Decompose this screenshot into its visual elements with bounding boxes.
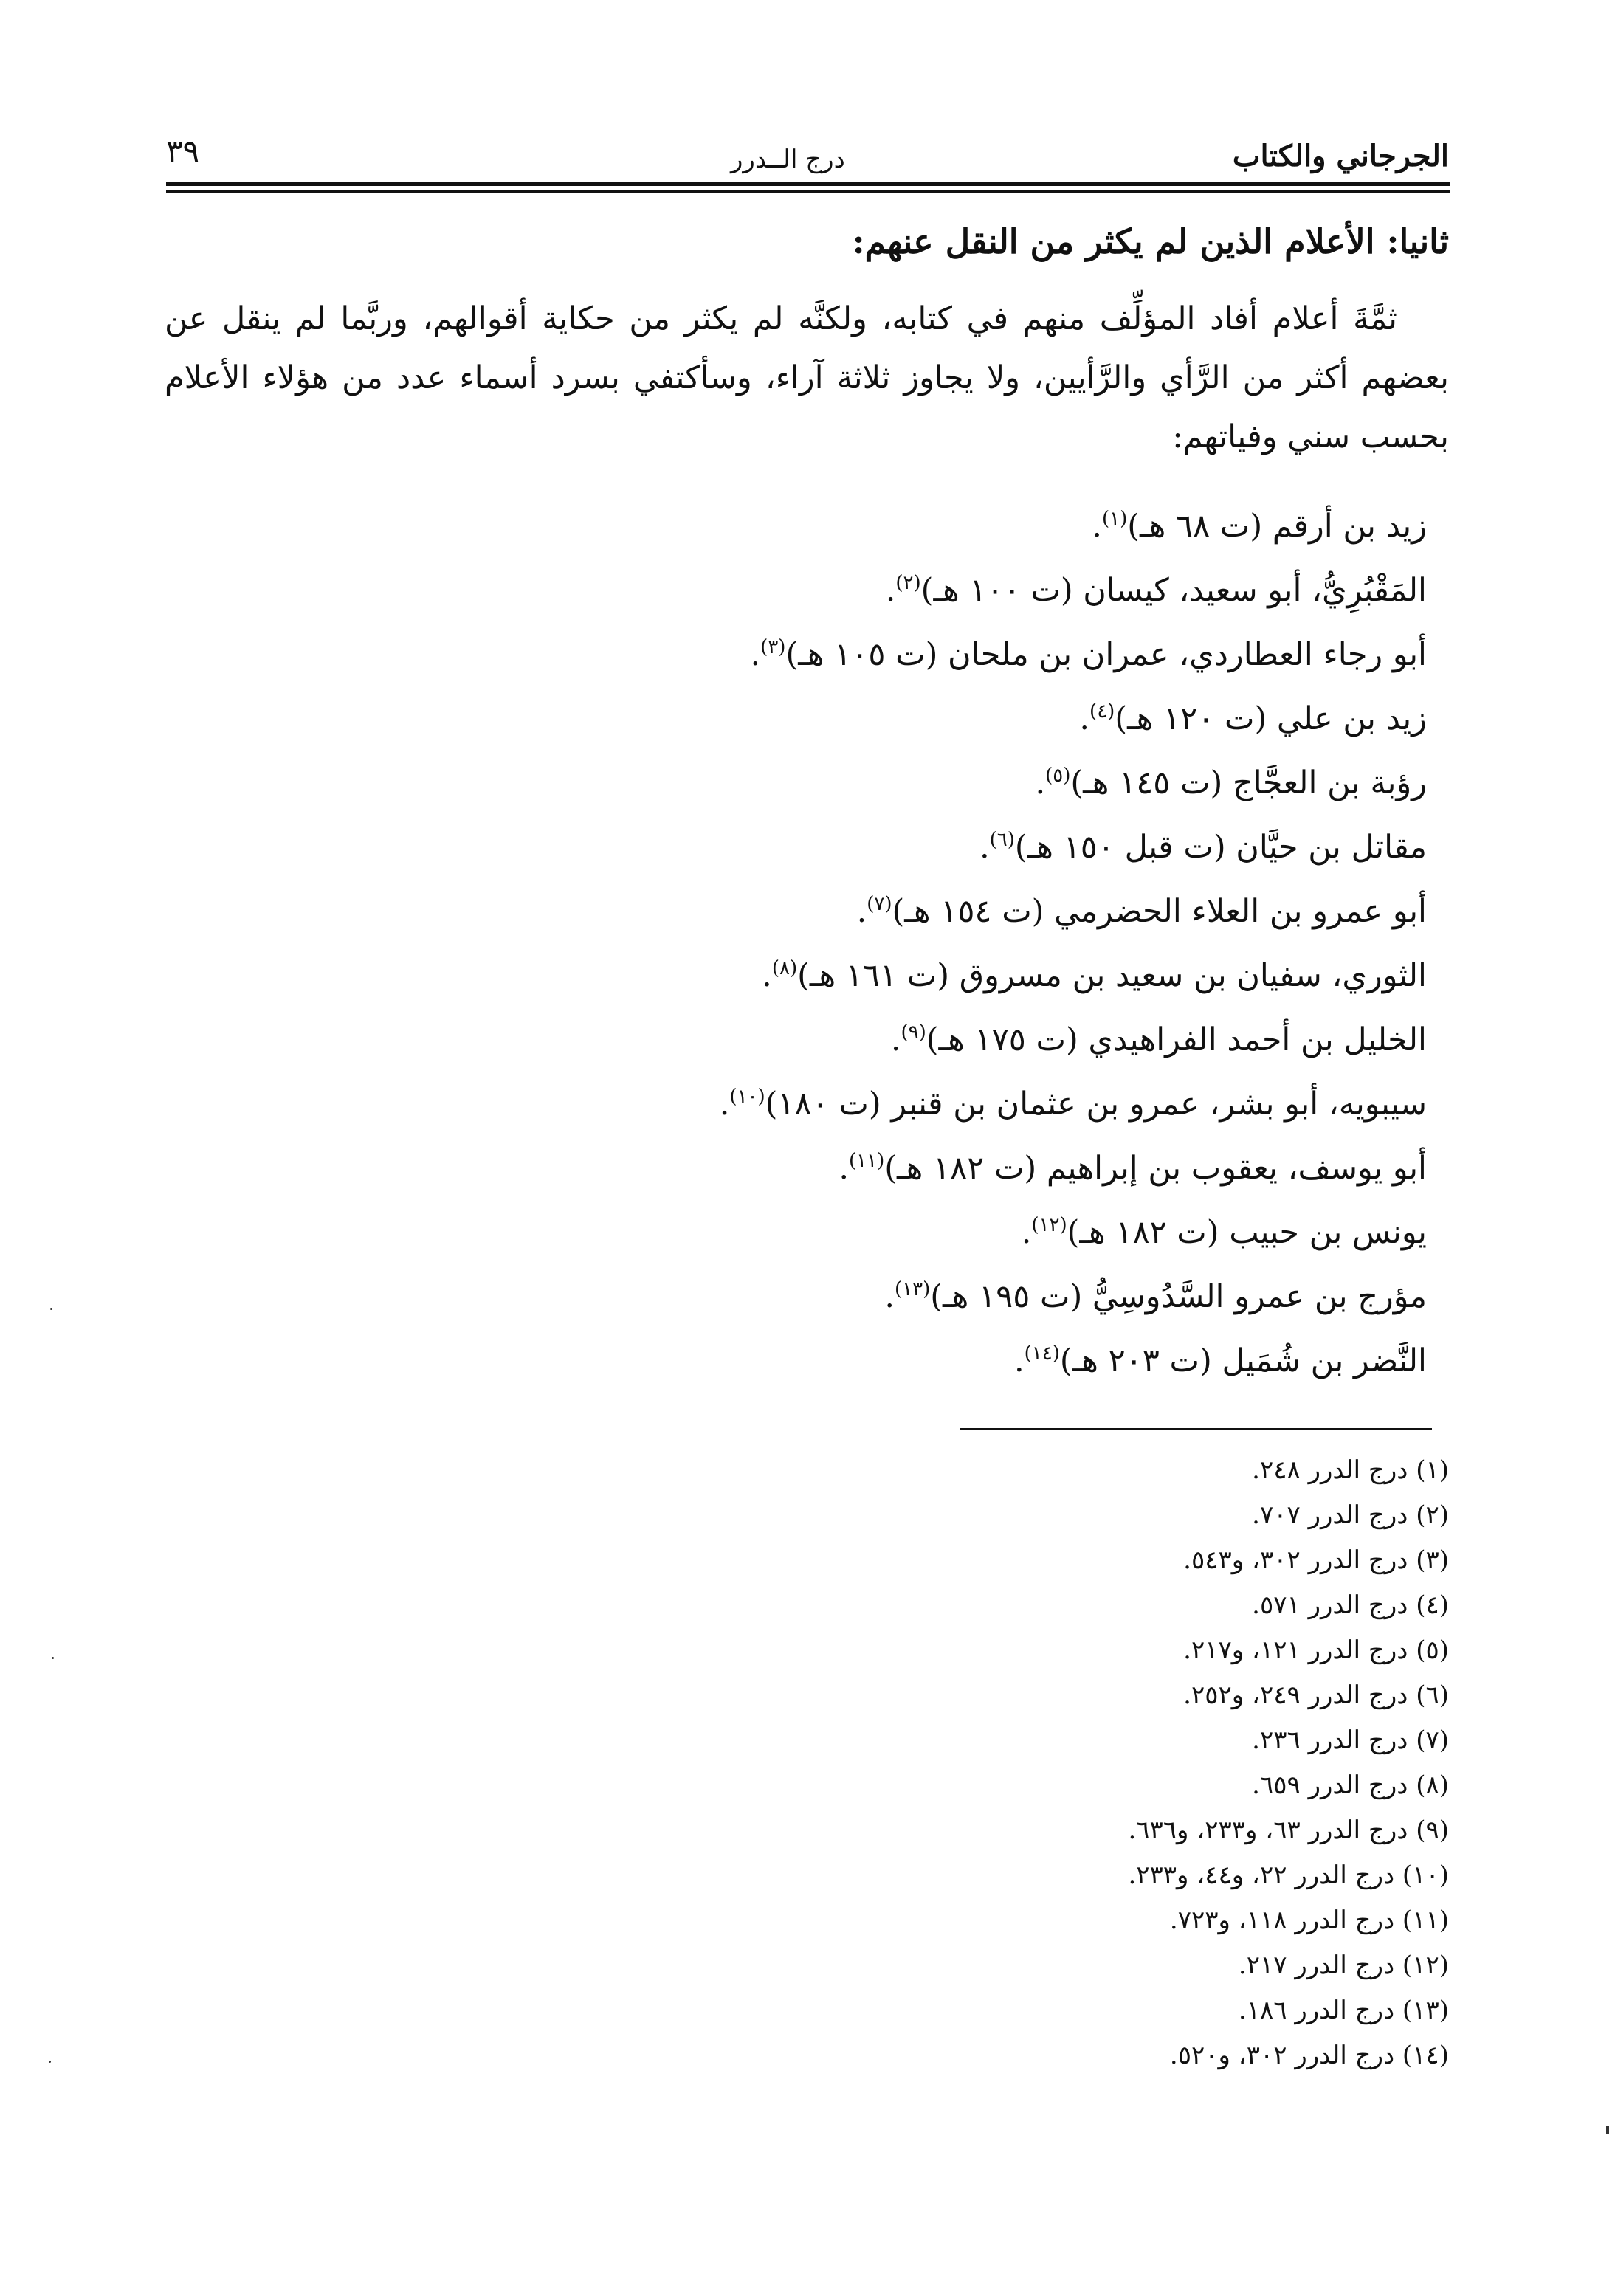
scholar-name: الثوري، سفيان بن سعيد بن مسروق (ت ١٦١ هـ)	[797, 957, 1427, 994]
header-rule-thin	[166, 190, 1450, 193]
footnote-ref: (٣)	[760, 636, 786, 658]
scholar-name: أبو رجاء العطاردي، عمران بن ملحان (ت ١٠٥ هـ)	[785, 636, 1427, 673]
footnote-ref: (١)	[1101, 508, 1128, 530]
footnote: (٩) درج الدرر ٦٣، و٢٣٣، و٦٣٦.	[1128, 1816, 1449, 1845]
footnote-ref: (١٢)	[1031, 1214, 1067, 1236]
scholar-list	[720, 487, 1427, 1386]
scan-speck	[1606, 2126, 1609, 2134]
footnote: (١٠) درج الدرر ٢٢، و٤٤، و٢٣٣.	[1128, 1861, 1449, 1890]
list-item: الثوري، سفيان بن سعيد بن مسروق (ت ١٦١ هـ)$^{(٨)}$.	[762, 957, 1427, 994]
list-item: مؤرج بن عمرو السَّدُوسِيُّ (ت ١٩٥ هـ)$^{(١٣)}$.	[884, 1278, 1427, 1315]
list-item: رؤبة بن العجَّاج (ت ١٤٥ هـ)$^{(٥)}$.	[1035, 765, 1427, 801]
intro-paragraph-text: ثمَّةَ أعلام أفاد المؤلِّف منهم في كتابه، ولكنَّه لم يكثر من حكاية أقوالهم، وربَّما لم ينقل عن بعضهم أكثر من الرَّأي والرَّأيين، ولا يجاوز ثلاثة آراء، وسأكتفي بسرد أسماء عدد من هؤلاء الأعلام بحسب سني وفياتهم:	[165, 300, 1449, 455]
list-item: المَقْبُرِيُّ، أبو سعيد، كيسان (ت ١٠٠ هـ)$^{(٢)}$.	[885, 572, 1427, 609]
footnote-ref: (١٠)	[729, 1086, 765, 1108]
header-rule-thick	[166, 182, 1450, 186]
footnote: (١١) درج الدرر ١١٨، و٧٢٣.	[1169, 1906, 1449, 1935]
scan-speck	[49, 2061, 51, 2063]
list-item: النَّضر بن شُمَيل (ت ٢٠٣ هـ)$^{(١٤)}$.	[1013, 1342, 1427, 1379]
footnote-ref: (٦)	[989, 829, 1015, 851]
scholar-name: زيد بن علي (ت ١٢٠ هـ)	[1115, 700, 1427, 737]
running-title: درج الــدرر	[731, 145, 845, 174]
intro-paragraph	[165, 289, 1449, 466]
footnote: (٧) درج الدرر ٢٣٦.	[1252, 1726, 1449, 1755]
footnote: (١٤) درج الدرر ٣٠٢، و٥٢٠.	[1169, 2041, 1449, 2070]
footnote: (٦) درج الدرر ٢٤٩، و٢٥٢.	[1183, 1680, 1449, 1710]
list-item: زيد بن أرقم (ت ٦٨ هـ)$^{(١)}$.	[1092, 508, 1427, 545]
footnote: (٢) درج الدرر ٧٠٧.	[1252, 1500, 1449, 1530]
footnote-ref: (٨)	[771, 957, 798, 979]
footnote: (٥) درج الدرر ١٢١، و٢١٧.	[1183, 1635, 1449, 1665]
list-item: سيبويه، أبو بشر، عمرو بن عثمان بن قنبر (ت ١٨٠)$^{(١٠)}$.	[719, 1086, 1427, 1123]
scholar-name: رؤبة بن العجَّاج (ت ١٤٥ هـ)	[1070, 765, 1427, 801]
scan-speck	[52, 1657, 54, 1659]
footnote-ref: (١١)	[849, 1150, 885, 1172]
section-title: ثانيا: الأعلام الذين لم يكثر من النقل عنهم:	[852, 221, 1449, 261]
scholar-name: المَقْبُرِيُّ، أبو سعيد، كيسان (ت ١٠٠ هـ)	[920, 572, 1427, 609]
footnote: (١٢) درج الدرر ٢١٧.	[1238, 1951, 1449, 1980]
list-item: مقاتل بن حيَّان (ت قبل ١٥٠ هـ)$^{(٦)}$.	[979, 829, 1427, 866]
footnote-ref: (٢)	[895, 572, 921, 594]
footnote-ref: (٤)	[1089, 700, 1115, 723]
footnote-ref: (٧)	[867, 893, 892, 915]
book-title: الجرجاني والكتاب	[1232, 139, 1449, 173]
footnote-ref: (١٤)	[1024, 1342, 1060, 1365]
list-item: أبو رجاء العطاردي، عمران بن ملحان (ت ١٠٥ هـ)$^{(٣)}$.	[750, 636, 1427, 673]
footnote-ref: (٩)	[901, 1021, 926, 1044]
scholar-name: مؤرج بن عمرو السَّدُوسِيُّ (ت ١٩٥ هـ)	[930, 1278, 1427, 1315]
footnote: (٣) درج الدرر ٣٠٢، و٥٤٣.	[1183, 1545, 1449, 1575]
scholar-name: أبو عمرو بن العلاء الحضرمي (ت ١٥٤ هـ)	[892, 893, 1427, 930]
scholar-name: يونس بن حبيب (ت ١٨٢ هـ)	[1067, 1214, 1427, 1251]
footnote-ref: (١٣)	[895, 1278, 931, 1300]
scholar-name: أبو يوسف، يعقوب بن إبراهيم (ت ١٨٢ هـ)	[884, 1150, 1427, 1187]
list-item: أبو يوسف، يعقوب بن إبراهيم (ت ١٨٢ هـ)$^{(١١)}$.	[839, 1150, 1427, 1187]
list-item: زيد بن علي (ت ١٢٠ هـ)$^{(٤)}$.	[1079, 700, 1427, 737]
footnotes	[1128, 1448, 1449, 2078]
scan-speck	[50, 1308, 52, 1310]
scholar-name: الخليل بن أحمد الفراهيدي (ت ١٧٥ هـ)	[926, 1021, 1427, 1058]
footnote: (١) درج الدرر ٢٤٨.	[1252, 1455, 1449, 1485]
scholar-name: سيبويه، أبو بشر، عمرو بن عثمان بن قنبر (ت ١٨٠)	[765, 1086, 1427, 1123]
footnote-ref: (٥)	[1045, 765, 1071, 787]
scholar-name: زيد بن أرقم (ت ٦٨ هـ)	[1127, 508, 1427, 545]
scholar-name: مقاتل بن حيَّان (ت قبل ١٥٠ هـ)	[1014, 829, 1427, 866]
list-item: أبو عمرو بن العلاء الحضرمي (ت ١٥٤ هـ)$^{(٧)}$.	[856, 893, 1427, 930]
scholar-name: النَّضر بن شُمَيل (ت ٢٠٣ هـ)	[1059, 1342, 1427, 1379]
footnote-separator	[960, 1428, 1432, 1430]
page-number: ٣٩	[166, 133, 200, 169]
footnote: (١٣) درج الدرر ١٨٦.	[1238, 1996, 1449, 2025]
footnote: (٤) درج الدرر ٥٧١.	[1252, 1590, 1449, 1620]
list-item: يونس بن حبيب (ت ١٨٢ هـ)$^{(١٢)}$.	[1021, 1214, 1427, 1251]
list-item: الخليل بن أحمد الفراهيدي (ت ١٧٥ هـ)$^{(٩)}$.	[890, 1021, 1427, 1058]
footnote: (٨) درج الدرر ٦٥٩.	[1252, 1771, 1449, 1800]
